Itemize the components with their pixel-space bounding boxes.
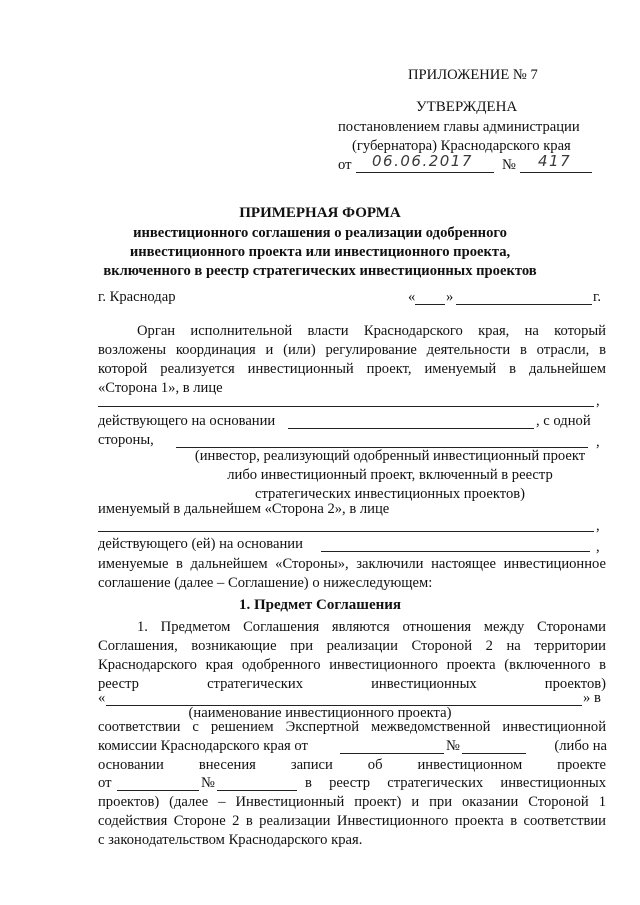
investor-note-1: (инвестор, реализующий одобренный инвестиционный проект: [194, 448, 586, 464]
project-quote-close: » в: [583, 690, 601, 706]
registry-date-blank: [117, 790, 199, 791]
section-1-line-1: 1. Предметом Соглашения являются отношения между Сторонами: [137, 619, 606, 635]
intro-line-2: возложены координация и (или) регулирование деятельности в отрасли, в: [98, 342, 606, 358]
intro-line-1: Орган исполнительной власти Краснодарского края, на который: [137, 323, 606, 339]
basis-blank-2: [321, 551, 590, 552]
section-1-title: 1. Предмет Соглашения: [238, 597, 402, 613]
year-suffix: г.: [593, 289, 601, 305]
section-1-line-4: реестр стратегических инвестиционных проектов): [98, 676, 606, 692]
project-name-note: (наименование инвестиционного проекта): [188, 705, 452, 721]
parties-line-b: соглашение (далее – Соглашение) о нижеследующем:: [98, 575, 433, 591]
date-underline: [356, 172, 494, 173]
project-quote-open: «: [98, 690, 106, 706]
decision-number-blank: [462, 753, 526, 754]
section-1-line-7: основании внесения записи об инвестиционном проекте: [98, 757, 606, 773]
either-label: (либо на: [554, 738, 607, 754]
section-1-line-9: проектов) (далее – Инвестиционный проект) и при оказании Стороной 1: [98, 794, 606, 810]
section-1-line-3: Краснодарского края одобренного инвестиционного проекта (включенного в: [98, 657, 606, 673]
decision-date-blank: [340, 753, 444, 754]
party2-named: именуемый в дальнейшем «Сторона 2», в лице: [98, 501, 390, 517]
rep-blank-2: [98, 531, 594, 532]
comma-1: ,: [596, 393, 600, 409]
decision-number-label: №: [446, 738, 460, 754]
party2-acting-label: действующего (ей) на основании: [98, 536, 303, 552]
approval-line-2: (губернатора) Краснодарского края: [352, 138, 571, 154]
date-quote-open: «: [408, 289, 416, 305]
form-subtitle-1: инвестиционного соглашения о реализации одобренного: [133, 225, 507, 241]
comma-2: ,: [596, 434, 600, 450]
section-1-line-2: Соглашения, возникающие при реализации Стороной 2 на территории: [98, 638, 606, 654]
registry-from-label: от: [98, 775, 112, 791]
parties-line-a: именуемые в дальнейшем «Стороны», заключили настоящее инвестиционное: [98, 556, 606, 572]
form-title: ПРИМЕРНАЯ ФОРМА: [239, 205, 401, 221]
number-label: №: [502, 157, 516, 173]
handwritten-number: 417: [538, 152, 572, 170]
day-blank: [415, 304, 445, 305]
from-label: от: [338, 157, 352, 173]
intro-line-4: «Сторона 1», в лице: [98, 380, 223, 396]
acting-basis-label: действующего на основании: [98, 413, 276, 429]
registry-number-blank: [217, 790, 297, 791]
handwritten-date: 06.06.2017: [372, 152, 473, 170]
investor-note-3: стратегических инвестиционных проектов): [255, 486, 525, 502]
appendix-number: ПРИЛОЖЕНИЕ № 7: [408, 67, 538, 83]
basis-blank-1: [288, 428, 534, 429]
registry-number-label: №: [201, 775, 215, 791]
sides-label: стороны,: [98, 432, 154, 448]
one-side-label: , с одной: [536, 413, 591, 429]
month-blank: [456, 304, 592, 305]
comma-4: ,: [596, 539, 600, 555]
intro-line-3: которой реализуется инвестиционный проект, именуемый в дальнейшем: [98, 361, 606, 377]
registry-text: в реестр стратегических инвестиционных: [305, 775, 606, 791]
comma-3: ,: [596, 518, 600, 534]
approval-line-1: постановлением главы администрации: [338, 119, 580, 135]
investor-note-2: либо инвестиционный проект, включенный в реестр: [227, 467, 553, 483]
number-underline: [520, 172, 592, 173]
form-subtitle-2: инвестиционного проекта или инвестиционного проекта,: [129, 244, 511, 260]
section-1-line-10: содействия Стороне 2 в реализации Инвестиционного проекта в соответствии: [98, 813, 606, 829]
rep-blank-1: [98, 406, 594, 407]
section-1-line-11: с законодательством Краснодарского края.: [98, 832, 363, 848]
section-1-line-5: соответствии с решением Экспертной межведомственной инвестиционной: [98, 719, 606, 735]
approval-title: УТВЕРЖДЕНА: [416, 99, 518, 115]
date-quote-close: »: [446, 289, 454, 305]
form-subtitle-3: включенного в реестр стратегических инвестиционных проектов: [103, 263, 537, 279]
city: г. Краснодар: [98, 289, 176, 305]
commission-label: комиссии Краснодарского края от: [98, 738, 308, 754]
